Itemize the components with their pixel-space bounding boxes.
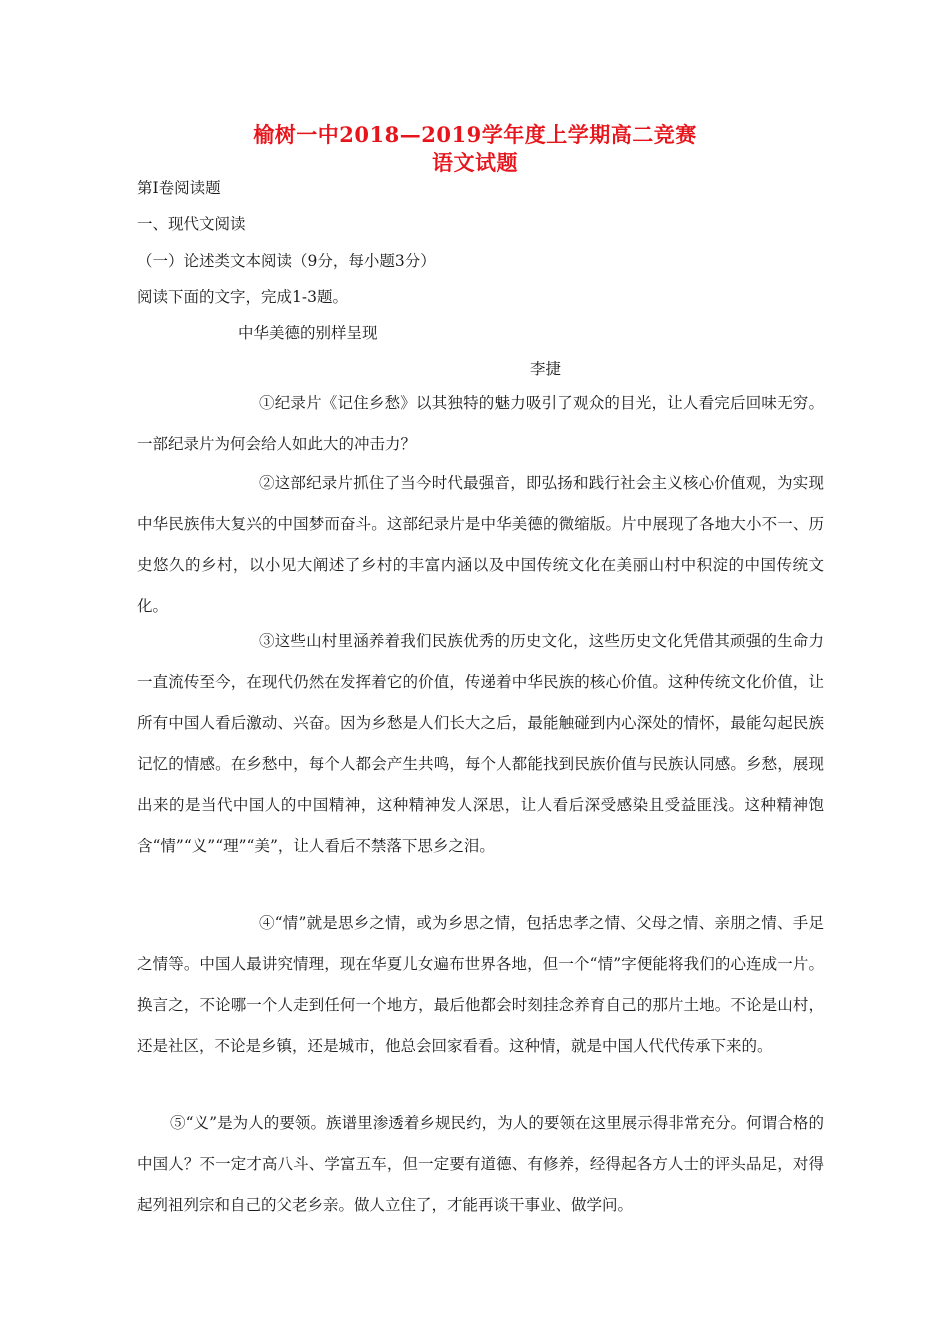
- subpart-heading: （一）论述类文本阅读（9分，每小题3分）: [137, 252, 436, 270]
- article-title: 中华美德的别样呈现: [238, 324, 378, 342]
- document-title: 榆树一中2018—2019学年度上学期高二竞赛: [253, 122, 697, 147]
- volume-heading: 第Ⅰ卷阅读题: [137, 179, 221, 197]
- article-paragraph-5: ⑤“义”是为人的要领。族谱里渗透着乡规民约，为人的要领在这里展示得非常充分。何谓合格的中国人？不一定才高八斗、学富五车，但一定要有道德、有修养，经得起各方人士的评头品足，对得起列祖列宗和自己的父老乡亲。做人立住了，才能再谈干事业、做学问。: [137, 1114, 824, 1214]
- article-paragraph-1: ①纪录片《记住乡愁》以其独特的魅力吸引了观众的目光，让人看完后回味无穷。一部纪录片为何会给人如此大的冲击力？: [137, 394, 824, 453]
- article-paragraph-4: ④“情”就是思乡之情，或为乡思之情，包括忠孝之情、父母之情、亲朋之情、手足之情等。中国人最讲究情理，现在华夏儿女遍布世界各地，但一个“情”字便能将我们的心连成一片。换言之，不论哪一个人走到任何一个地方，最后他都会时刻挂念养育自己的那片土地。不论是山村，还是社区，不论是乡镇，还是城市，他总会回家看看。这种情，就是中国人代代传承下来的。: [137, 914, 824, 1055]
- reading-instruction: 阅读下面的文字，完成1-3题。: [137, 288, 348, 306]
- article-author: 李捷: [530, 360, 562, 378]
- part-heading: 一、现代文阅读: [137, 215, 246, 233]
- article-paragraph-2: ②这部纪录片抓住了当今时代最强音，即弘扬和践行社会主义核心价值观，为实现中华民族伟大复兴的中国梦而奋斗。这部纪录片是中华美德的微缩版。片中展现了各地大小不一、历史悠久的乡村，以小见大阐述了乡村的丰富内涵以及中国传统文化在美丽山村中积淀的中国传统文化。: [137, 474, 824, 615]
- article-paragraph-3: ③这些山村里涵养着我们民族优秀的历史文化，这些历史文化凭借其顽强的生命力一直流传至今，在现代仍然在发挥着它的价值，传递着中华民族的核心价值。这种传统文化价值，让所有中国人看后激动、兴奋。因为乡愁是人们长大之后，最能触碰到内心深处的情怀，最能勾起民族记忆的情感。在乡愁中，每个人都会产生共鸣，每个人都能找到民族价值与民族认同感。乡愁，展现出来的是当代中国人的中国精神，这种精神发人深思，让人看后深受感染且受益匪浅。这种精神饱含“情”“义”“理”“美”，让人看后不禁落下思乡之泪。: [137, 632, 824, 855]
- document-subtitle: 语文试题: [432, 150, 518, 175]
